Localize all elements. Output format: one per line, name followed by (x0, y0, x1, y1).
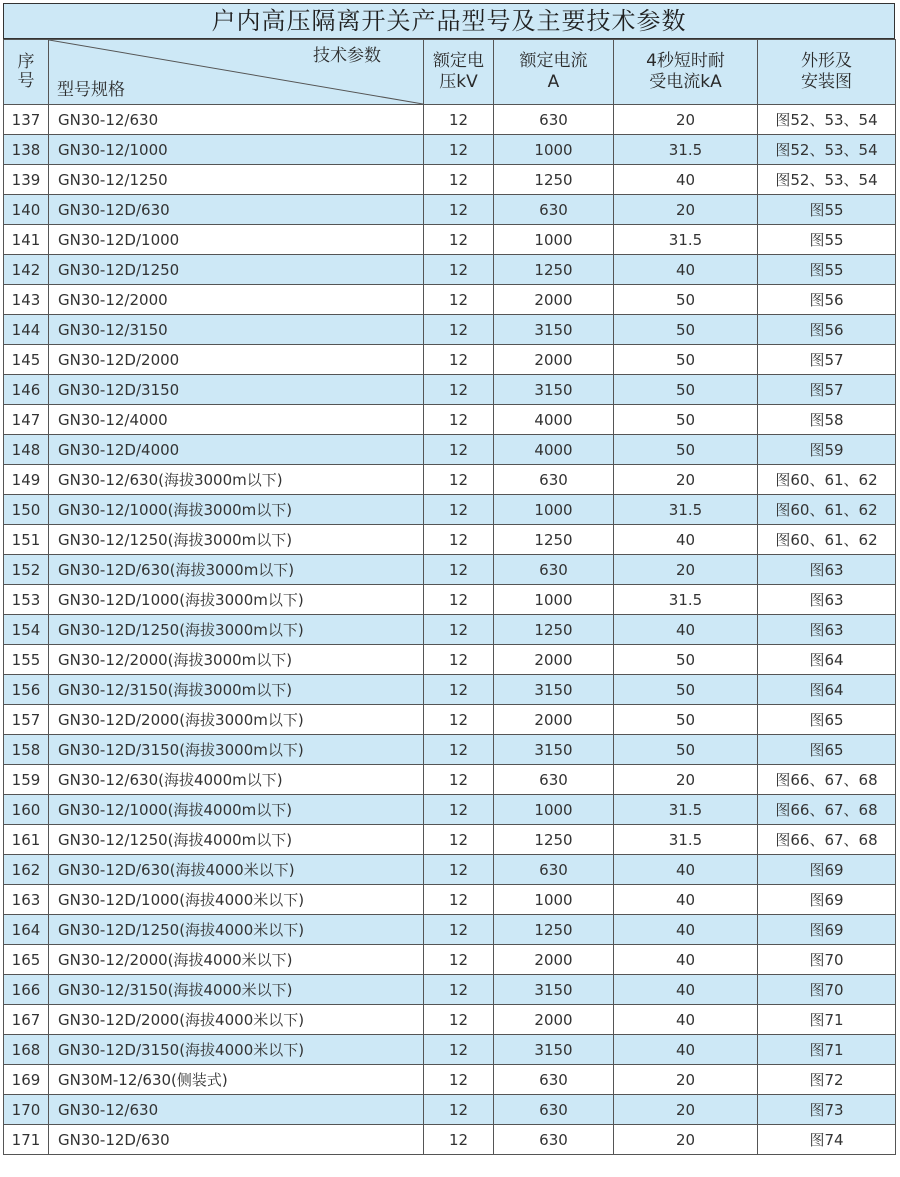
cell-seq: 171 (4, 1125, 49, 1155)
cell-model: GN30-12D/630(海拔3000m以下) (49, 555, 424, 585)
cell-short-time: 40 (614, 855, 758, 885)
cell-diagram: 图60、61、62 (758, 525, 896, 555)
cell-short-time: 40 (614, 945, 758, 975)
table-row (4, 315, 896, 345)
cell-short-time: 50 (614, 405, 758, 435)
table-row (4, 1005, 896, 1035)
cell-seq: 158 (4, 735, 49, 765)
cell-voltage: 12 (424, 465, 494, 495)
cell-voltage: 12 (424, 765, 494, 795)
cell-model: GN30-12/3150(海拔3000m以下) (49, 675, 424, 705)
table-row (4, 285, 896, 315)
cell-short-time: 50 (614, 675, 758, 705)
table-row (4, 765, 896, 795)
cell-current: 3150 (494, 1035, 614, 1065)
header-current: 额定电流 A (494, 40, 614, 105)
table-body (4, 105, 896, 1155)
cell-short-time: 40 (614, 975, 758, 1005)
cell-diagram: 图72 (758, 1065, 896, 1095)
cell-current: 630 (494, 465, 614, 495)
table-row (4, 615, 896, 645)
cell-seq: 148 (4, 435, 49, 465)
table-row (4, 105, 896, 135)
table-row (4, 465, 896, 495)
header-params-label: 技术参数 (313, 46, 381, 66)
cell-short-time: 20 (614, 1065, 758, 1095)
cell-current: 1250 (494, 255, 614, 285)
table-row (4, 135, 896, 165)
cell-voltage: 12 (424, 675, 494, 705)
cell-diagram: 图64 (758, 645, 896, 675)
cell-diagram: 图60、61、62 (758, 465, 896, 495)
cell-voltage: 12 (424, 1095, 494, 1125)
cell-voltage: 12 (424, 1035, 494, 1065)
cell-voltage: 12 (424, 525, 494, 555)
header-diagonal-cell (49, 40, 424, 105)
cell-voltage: 12 (424, 285, 494, 315)
header-short-time: 4秒短时耐 受电流kA (614, 40, 758, 105)
cell-model: GN30-12/630(海拔4000m以下) (49, 765, 424, 795)
cell-short-time: 50 (614, 705, 758, 735)
cell-current: 1000 (494, 795, 614, 825)
cell-seq: 145 (4, 345, 49, 375)
cell-current: 1250 (494, 825, 614, 855)
cell-current: 630 (494, 1095, 614, 1125)
table-row (4, 945, 896, 975)
table-row (4, 915, 896, 945)
cell-voltage: 12 (424, 645, 494, 675)
cell-model: GN30-12/2000 (49, 285, 424, 315)
cell-seq: 161 (4, 825, 49, 855)
cell-current: 1250 (494, 525, 614, 555)
cell-short-time: 50 (614, 345, 758, 375)
cell-voltage: 12 (424, 735, 494, 765)
cell-model: GN30-12/4000 (49, 405, 424, 435)
table-row (4, 375, 896, 405)
cell-voltage: 12 (424, 435, 494, 465)
cell-diagram: 图56 (758, 285, 896, 315)
cell-current: 2000 (494, 285, 614, 315)
cell-model: GN30-12/630 (49, 105, 424, 135)
cell-model: GN30-12/1250(海拔3000m以下) (49, 525, 424, 555)
table-row (4, 1095, 896, 1125)
cell-diagram: 图55 (758, 225, 896, 255)
cell-short-time: 20 (614, 105, 758, 135)
table-row (4, 705, 896, 735)
table-row (4, 735, 896, 765)
cell-current: 4000 (494, 435, 614, 465)
cell-model: GN30-12/1250(海拔4000m以下) (49, 825, 424, 855)
cell-seq: 167 (4, 1005, 49, 1035)
cell-model: GN30-12D/1000 (49, 225, 424, 255)
cell-seq: 149 (4, 465, 49, 495)
cell-short-time: 50 (614, 435, 758, 465)
cell-short-time: 20 (614, 1125, 758, 1155)
cell-model: GN30-12D/3150(海拔3000m以下) (49, 735, 424, 765)
cell-diagram: 图66、67、68 (758, 825, 896, 855)
cell-current: 630 (494, 765, 614, 795)
cell-model: GN30-12D/1000(海拔3000m以下) (49, 585, 424, 615)
cell-short-time: 50 (614, 735, 758, 765)
cell-seq: 146 (4, 375, 49, 405)
cell-current: 3150 (494, 375, 614, 405)
cell-diagram: 图64 (758, 675, 896, 705)
cell-voltage: 12 (424, 825, 494, 855)
cell-seq: 160 (4, 795, 49, 825)
cell-voltage: 12 (424, 795, 494, 825)
cell-diagram: 图73 (758, 1095, 896, 1125)
cell-seq: 138 (4, 135, 49, 165)
cell-seq: 155 (4, 645, 49, 675)
cell-diagram: 图65 (758, 705, 896, 735)
cell-short-time: 40 (614, 615, 758, 645)
cell-seq: 147 (4, 405, 49, 435)
cell-voltage: 12 (424, 885, 494, 915)
cell-seq: 164 (4, 915, 49, 945)
cell-diagram: 图69 (758, 855, 896, 885)
header-seq-text: 序 号 (17, 52, 35, 91)
cell-current: 630 (494, 195, 614, 225)
cell-current: 630 (494, 105, 614, 135)
cell-short-time: 50 (614, 375, 758, 405)
cell-diagram: 图71 (758, 1035, 896, 1065)
cell-current: 1000 (494, 885, 614, 915)
table-row (4, 855, 896, 885)
cell-short-time: 31.5 (614, 225, 758, 255)
cell-diagram: 图74 (758, 1125, 896, 1155)
cell-seq: 140 (4, 195, 49, 225)
cell-current: 1000 (494, 225, 614, 255)
cell-short-time: 31.5 (614, 585, 758, 615)
cell-short-time: 31.5 (614, 135, 758, 165)
cell-seq: 153 (4, 585, 49, 615)
header-model-label: 型号规格 (57, 80, 125, 100)
cell-current: 630 (494, 1125, 614, 1155)
cell-short-time: 40 (614, 915, 758, 945)
cell-current: 1250 (494, 915, 614, 945)
table-row (4, 165, 896, 195)
cell-short-time: 40 (614, 165, 758, 195)
table-row (4, 825, 896, 855)
cell-current: 2000 (494, 645, 614, 675)
cell-seq: 152 (4, 555, 49, 585)
table-row (4, 1125, 896, 1155)
table-row (4, 795, 896, 825)
cell-seq: 141 (4, 225, 49, 255)
cell-current: 3150 (494, 675, 614, 705)
cell-seq: 159 (4, 765, 49, 795)
cell-short-time: 31.5 (614, 795, 758, 825)
table-row (4, 255, 896, 285)
cell-seq: 144 (4, 315, 49, 345)
cell-voltage: 12 (424, 1125, 494, 1155)
cell-current: 1000 (494, 495, 614, 525)
table-row (4, 555, 896, 585)
cell-model: GN30-12D/630 (49, 1125, 424, 1155)
cell-seq: 166 (4, 975, 49, 1005)
cell-model: GN30-12/3150(海拔4000米以下) (49, 975, 424, 1005)
cell-diagram: 图58 (758, 405, 896, 435)
cell-voltage: 12 (424, 585, 494, 615)
cell-current: 1000 (494, 135, 614, 165)
table-row (4, 675, 896, 705)
table-row (4, 345, 896, 375)
cell-seq: 165 (4, 945, 49, 975)
cell-diagram: 图66、67、68 (758, 795, 896, 825)
table-row (4, 975, 896, 1005)
cell-model: GN30M-12/630(侧装式) (49, 1065, 424, 1095)
cell-seq: 157 (4, 705, 49, 735)
cell-short-time: 40 (614, 1005, 758, 1035)
cell-diagram: 图63 (758, 615, 896, 645)
cell-voltage: 12 (424, 315, 494, 345)
cell-model: GN30-12D/2000(海拔3000m以下) (49, 705, 424, 735)
cell-model: GN30-12D/3150(海拔4000米以下) (49, 1035, 424, 1065)
cell-diagram: 图55 (758, 255, 896, 285)
cell-current: 3150 (494, 975, 614, 1005)
cell-diagram: 图63 (758, 555, 896, 585)
cell-short-time: 20 (614, 465, 758, 495)
cell-diagram: 图55 (758, 195, 896, 225)
table-row (4, 225, 896, 255)
cell-voltage: 12 (424, 855, 494, 885)
cell-model: GN30-12D/1250 (49, 255, 424, 285)
cell-voltage: 12 (424, 615, 494, 645)
cell-seq: 139 (4, 165, 49, 195)
header-voltage: 额定电 压kV (424, 40, 494, 105)
cell-voltage: 12 (424, 1005, 494, 1035)
cell-model: GN30-12/1000 (49, 135, 424, 165)
table-row (4, 1035, 896, 1065)
cell-voltage: 12 (424, 105, 494, 135)
cell-seq: 143 (4, 285, 49, 315)
cell-short-time: 40 (614, 525, 758, 555)
cell-voltage: 12 (424, 405, 494, 435)
cell-short-time: 20 (614, 1095, 758, 1125)
cell-diagram: 图59 (758, 435, 896, 465)
cell-current: 2000 (494, 1005, 614, 1035)
cell-diagram: 图69 (758, 885, 896, 915)
cell-current: 1250 (494, 615, 614, 645)
cell-short-time: 40 (614, 255, 758, 285)
cell-current: 1250 (494, 165, 614, 195)
cell-current: 2000 (494, 345, 614, 375)
cell-model: GN30-12/1000(海拔4000m以下) (49, 795, 424, 825)
cell-voltage: 12 (424, 225, 494, 255)
cell-model: GN30-12/630(海拔3000m以下) (49, 465, 424, 495)
cell-voltage: 12 (424, 915, 494, 945)
table-row (4, 405, 896, 435)
cell-seq: 151 (4, 525, 49, 555)
cell-current: 3150 (494, 315, 614, 345)
cell-diagram: 图52、53、54 (758, 165, 896, 195)
cell-model: GN30-12D/2000(海拔4000米以下) (49, 1005, 424, 1035)
cell-voltage: 12 (424, 555, 494, 585)
cell-diagram: 图63 (758, 585, 896, 615)
cell-voltage: 12 (424, 1065, 494, 1095)
cell-diagram: 图52、53、54 (758, 105, 896, 135)
cell-current: 630 (494, 555, 614, 585)
cell-model: GN30-12D/3150 (49, 375, 424, 405)
cell-seq: 150 (4, 495, 49, 525)
cell-diagram: 图71 (758, 1005, 896, 1035)
cell-voltage: 12 (424, 165, 494, 195)
cell-short-time: 31.5 (614, 495, 758, 525)
cell-seq: 162 (4, 855, 49, 885)
cell-diagram: 图65 (758, 735, 896, 765)
table-row (4, 495, 896, 525)
cell-current: 630 (494, 855, 614, 885)
spec-table (3, 39, 896, 1155)
table-row (4, 885, 896, 915)
cell-short-time: 20 (614, 195, 758, 225)
cell-voltage: 12 (424, 345, 494, 375)
cell-voltage: 12 (424, 375, 494, 405)
cell-model: GN30-12/3150 (49, 315, 424, 345)
cell-model: GN30-12D/4000 (49, 435, 424, 465)
cell-model: GN30-12D/1250(海拔4000米以下) (49, 915, 424, 945)
cell-short-time: 40 (614, 1035, 758, 1065)
cell-voltage: 12 (424, 705, 494, 735)
document-page (3, 3, 895, 1155)
cell-voltage: 12 (424, 255, 494, 285)
cell-short-time: 31.5 (614, 825, 758, 855)
cell-diagram: 图57 (758, 345, 896, 375)
cell-seq: 169 (4, 1065, 49, 1095)
cell-voltage: 12 (424, 945, 494, 975)
table-row (4, 435, 896, 465)
cell-diagram: 图60、61、62 (758, 495, 896, 525)
header-diagram: 外形及 安装图 (758, 40, 896, 105)
table-row (4, 585, 896, 615)
cell-short-time: 50 (614, 645, 758, 675)
cell-model: GN30-12/1000(海拔3000m以下) (49, 495, 424, 525)
cell-model: GN30-12D/630 (49, 195, 424, 225)
cell-short-time: 50 (614, 285, 758, 315)
cell-seq: 142 (4, 255, 49, 285)
table-row (4, 1065, 896, 1095)
cell-diagram: 图69 (758, 915, 896, 945)
table-header (4, 40, 896, 105)
cell-current: 2000 (494, 705, 614, 735)
cell-seq: 137 (4, 105, 49, 135)
cell-diagram: 图70 (758, 945, 896, 975)
cell-short-time: 20 (614, 765, 758, 795)
cell-diagram: 图70 (758, 975, 896, 1005)
cell-diagram: 图57 (758, 375, 896, 405)
cell-current: 1000 (494, 585, 614, 615)
cell-diagram: 图52、53、54 (758, 135, 896, 165)
header-seq (4, 40, 49, 105)
cell-model: GN30-12D/2000 (49, 345, 424, 375)
cell-short-time: 50 (614, 315, 758, 345)
cell-short-time: 40 (614, 885, 758, 915)
cell-seq: 170 (4, 1095, 49, 1125)
cell-current: 3150 (494, 735, 614, 765)
cell-current: 2000 (494, 945, 614, 975)
cell-model: GN30-12/2000(海拔4000米以下) (49, 945, 424, 975)
cell-diagram: 图56 (758, 315, 896, 345)
cell-seq: 156 (4, 675, 49, 705)
cell-model: GN30-12D/1250(海拔3000m以下) (49, 615, 424, 645)
cell-seq: 154 (4, 615, 49, 645)
cell-seq: 168 (4, 1035, 49, 1065)
cell-voltage: 12 (424, 135, 494, 165)
cell-diagram: 图66、67、68 (758, 765, 896, 795)
table-row (4, 525, 896, 555)
cell-voltage: 12 (424, 975, 494, 1005)
cell-current: 4000 (494, 405, 614, 435)
cell-model: GN30-12/2000(海拔3000m以下) (49, 645, 424, 675)
cell-model: GN30-12D/1000(海拔4000米以下) (49, 885, 424, 915)
cell-model: GN30-12D/630(海拔4000米以下) (49, 855, 424, 885)
cell-model: GN30-12/1250 (49, 165, 424, 195)
cell-short-time: 20 (614, 555, 758, 585)
cell-voltage: 12 (424, 195, 494, 225)
table-row (4, 645, 896, 675)
table-title: 户内高压隔离开关产品型号及主要技术参数 (3, 3, 895, 39)
cell-model: GN30-12/630 (49, 1095, 424, 1125)
header-row (4, 40, 896, 105)
cell-current: 630 (494, 1065, 614, 1095)
table-row (4, 195, 896, 225)
cell-seq: 163 (4, 885, 49, 915)
cell-voltage: 12 (424, 495, 494, 525)
